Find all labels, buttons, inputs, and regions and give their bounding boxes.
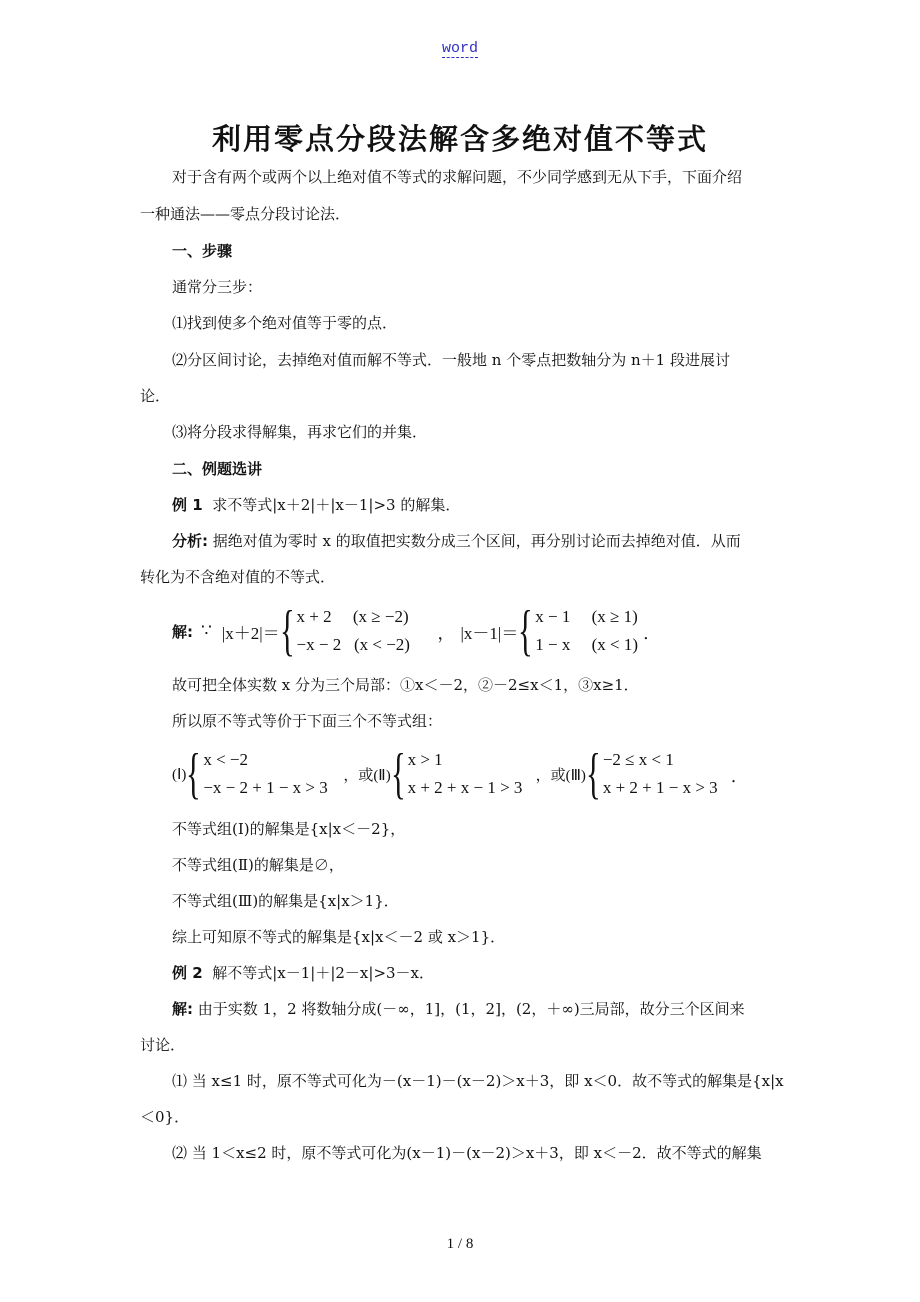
case-1-line-2: ＜0}． — [140, 1108, 190, 1126]
steps-lead: 通常分三步： — [172, 278, 263, 296]
system-1-label: (Ⅰ) — [172, 766, 187, 783]
system-1 — [203, 746, 343, 802]
piecewise-2-row-1: x − 1 (x ≥ 1) — [535, 607, 638, 626]
comma-separator: ， — [437, 623, 455, 643]
example-2 — [172, 963, 434, 983]
split-into-parts: 故可把全体实数 x 分为三个局部：①x＜－2，②－2≤x＜1，③x≥1． — [172, 676, 639, 694]
left-brace-icon: { — [518, 600, 534, 662]
solution-2-label: 解: — [172, 1000, 193, 1018]
system-2-label: ，或(Ⅱ) — [343, 767, 391, 784]
result-system-3: 不等式组(Ⅲ)的解集是{x|x＞1}． — [172, 892, 399, 910]
solution-1-piecewise — [172, 601, 660, 661]
document-title: 利用零点分段法解含多绝对值不等式 — [211, 122, 708, 156]
system-2-row-2: x + 2 + x − 1 > 3 — [407, 778, 523, 797]
result-system-2: 不等式组(Ⅱ)的解集是∅， — [172, 856, 344, 874]
system-1-row-1: x < −2 — [203, 750, 248, 769]
step-1: ⑴找到使多个绝对值等于零的点． — [172, 314, 398, 332]
section-heading-examples: 二、例题选讲 — [172, 460, 263, 478]
solution-2-line-2: 讨论． — [140, 1036, 186, 1054]
example-1 — [172, 495, 460, 515]
case-1-line-1: ⑴ 当 x≤1 时，原不等式可化为－(x－1)－(x－2)＞x＋3，即 x＜0．故不等式的解集是{x|x — [172, 1072, 784, 1090]
analysis-line-1 — [172, 531, 741, 551]
left-brace-icon: { — [390, 743, 406, 805]
abs-x-plus-2: |x＋2|＝ — [221, 623, 280, 643]
because-symbol: ∵ — [201, 621, 212, 641]
piecewise-2 — [535, 603, 643, 659]
piecewise-1-row-1: x + 2 (x ≥ −2) — [296, 607, 409, 626]
step-2-line-1: ⑵分区间讨论，去掉绝对值而解不等式．一般地 n 个零点把数轴分为 n＋1 段进展讨 — [172, 351, 730, 369]
analysis-label: 分析: — [172, 532, 208, 550]
case-2-line-1: ⑵ 当 1＜x≤2 时，原不等式可化为(x－1)－(x－2)＞x＋3，即 x＜－2．故不等式的解集 — [172, 1144, 762, 1162]
system-3-row-1: −2 ≤ x < 1 — [602, 750, 674, 769]
header-link-container — [0, 40, 920, 57]
system-3 — [603, 746, 731, 802]
system-3-row-2: x + 2 + 1 − x > 3 — [602, 778, 718, 797]
system-3-label: ，或(Ⅲ) — [535, 767, 586, 784]
header-word-link[interactable]: word — [441, 40, 478, 57]
example-2-text: 解不等式|x－1|＋|2－x|>3－x． — [212, 964, 435, 982]
left-brace-icon: { — [585, 743, 601, 805]
result-system-1: 不等式组(Ⅰ)的解集是{x|x＜－2}， — [172, 820, 406, 838]
inequality-systems — [172, 744, 748, 804]
left-brace-icon: { — [279, 600, 295, 662]
intro-line-1: 对于含有两个或两个以上绝对值不等式的求解问题，不少同学感到无从下手，下面介绍 — [172, 168, 743, 186]
solution-2-line-1 — [172, 999, 745, 1019]
analysis-text-1: 据绝对值为零时 x 的取值把实数分成三个区间，再分别讨论而去掉绝对值．从而 — [212, 532, 741, 550]
system-1-row-2: −x − 2 + 1 − x > 3 — [203, 778, 328, 797]
solution-2-text-1: 由于实数 1，2 将数轴分成(－∞，1]，(1，2]，(2，＋∞)三局部，故分三个区间来 — [197, 1000, 745, 1018]
solution-1-label: 解: — [172, 622, 193, 641]
section-heading-steps: 一、步骤 — [172, 242, 233, 260]
system-2-row-1: x > 1 — [407, 750, 443, 769]
piecewise-1 — [297, 603, 432, 659]
period: ． — [643, 623, 661, 643]
left-brace-icon: { — [186, 743, 202, 805]
page-number: 1 / 8 — [446, 1236, 474, 1252]
abs-x-minus-1: |x－1|＝ — [460, 623, 519, 643]
step-2-line-2: 论． — [140, 387, 171, 405]
result-summary: 综上可知原不等式的解集是{x|x＜－2 或 x＞1}． — [172, 928, 506, 946]
period: ． — [730, 766, 748, 786]
piecewise-2-row-2: 1 − x (x < 1) — [535, 635, 638, 654]
example-2-label: 例 2 — [172, 964, 203, 982]
intro-line-2: 一种通法——零点分段讨论法． — [140, 205, 351, 223]
equivalence-statement: 所以原不等式等价于下面三个不等式组： — [172, 712, 443, 730]
analysis-line-2: 转化为不含绝对值的不等式． — [140, 568, 336, 586]
example-1-text: 求不等式|x＋2|＋|x－1|>3 的解集． — [212, 496, 461, 514]
piecewise-1-row-2: −x − 2 (x < −2) — [296, 635, 410, 654]
system-2 — [408, 746, 536, 802]
step-3: ⑶将分段求得解集，再求它们的并集． — [172, 423, 428, 441]
example-1-label: 例 1 — [172, 496, 203, 514]
